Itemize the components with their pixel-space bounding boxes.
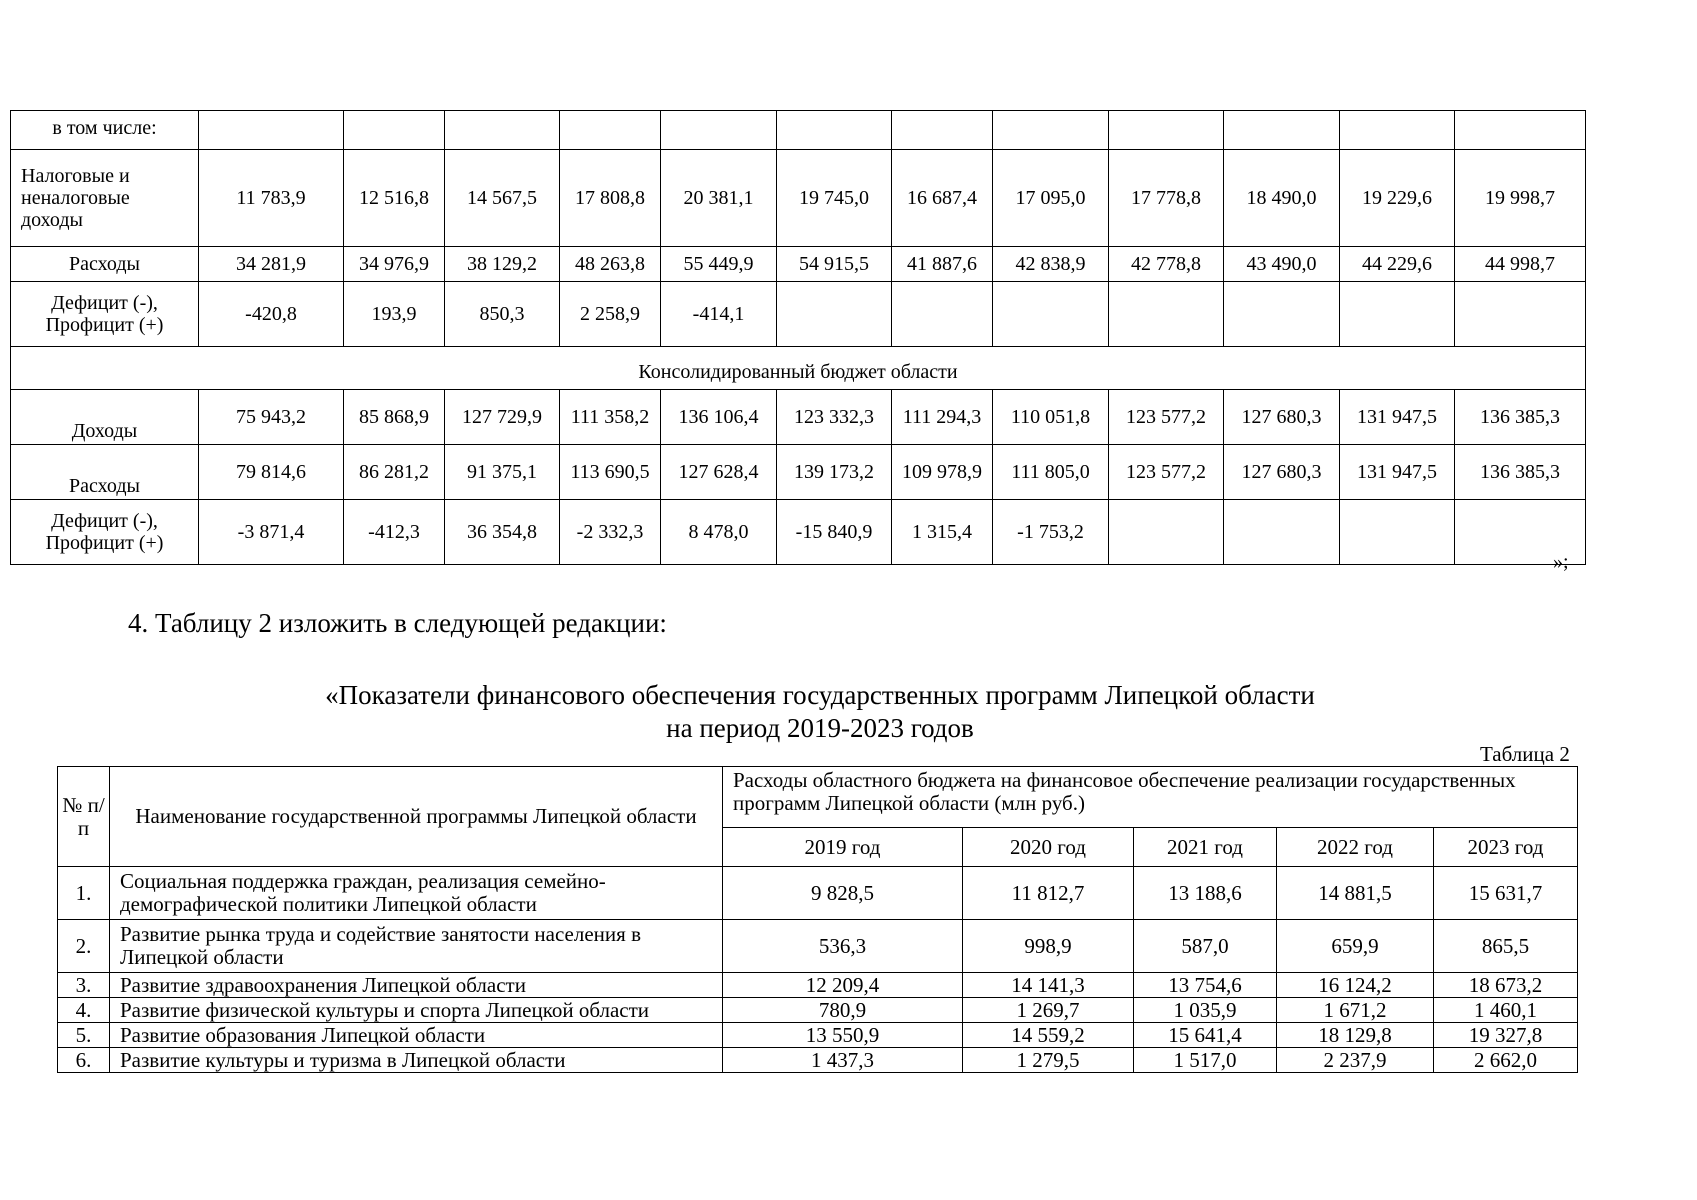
cell-value: 13 754,6 xyxy=(1134,973,1277,998)
table-row xyxy=(58,1023,1578,1048)
cell-value: 11 783,9 xyxy=(199,150,344,247)
cell-value: 48 263,8 xyxy=(560,247,661,282)
cell-value: 8 478,0 xyxy=(661,500,777,565)
cell-value: 16 687,4 xyxy=(892,150,993,247)
table-subtitle: на период 2019-2023 годов xyxy=(666,713,974,743)
cell-value: 75 943,2 xyxy=(199,390,344,445)
program-name: Развитие здравоохранения Липецкой области xyxy=(110,973,723,998)
column-header-year: 2022 год xyxy=(1277,828,1434,867)
cell-value: 123 332,3 xyxy=(777,390,892,445)
row-number: 3. xyxy=(58,973,110,998)
table-row xyxy=(11,150,1586,247)
cell-value xyxy=(1109,500,1224,565)
table-row xyxy=(58,867,1578,920)
row-number: 5. xyxy=(58,1023,110,1048)
cell-value xyxy=(777,282,892,347)
column-header-year: 2021 год xyxy=(1134,828,1277,867)
cell-value: 865,5 xyxy=(1434,920,1578,973)
cell-text: 113 690,5 xyxy=(570,461,650,483)
cell-value: 41 887,6 xyxy=(892,247,993,282)
section-title: Консолидированный бюджет области xyxy=(11,347,1586,390)
cell-value: 1 460,1 xyxy=(1434,998,1578,1023)
row-number: 6. xyxy=(58,1048,110,1073)
cell-value xyxy=(1224,282,1340,347)
cell-value: 1 279,5 xyxy=(963,1048,1134,1073)
cell-value: 131 947,5 xyxy=(1340,390,1455,445)
cell-value: 18 490,0 xyxy=(1224,150,1340,247)
cell-value: 131 947,5 xyxy=(1340,445,1455,500)
table-row xyxy=(11,500,1586,565)
table-number: Таблица 2 xyxy=(1480,742,1570,766)
cell-value xyxy=(1340,282,1455,347)
cell-value xyxy=(1109,282,1224,347)
cell-value: 85 868,9 xyxy=(344,390,445,445)
cell-value: -420,8 xyxy=(199,282,344,347)
cell-value: 123 577,2 xyxy=(1109,445,1224,500)
row-number: 1. xyxy=(58,867,110,920)
cell-value: 1 437,3 xyxy=(723,1048,963,1073)
cell-value: 13 550,9 xyxy=(723,1023,963,1048)
column-header-year: 2020 год xyxy=(963,828,1134,867)
cell-value: 1 035,9 xyxy=(1134,998,1277,1023)
cell-value: 127 628,4 xyxy=(661,445,777,500)
cell-value: 14 141,3 xyxy=(963,973,1134,998)
cell-text: -2 332,3 xyxy=(576,521,644,543)
table-row xyxy=(11,445,1586,500)
cell-value xyxy=(892,390,993,445)
programs-table xyxy=(57,766,1578,1073)
cell-value xyxy=(560,445,661,500)
cell-value: 110 051,8 xyxy=(993,390,1109,445)
cell-value: 536,3 xyxy=(723,920,963,973)
cell-value: 44 229,6 xyxy=(1340,247,1455,282)
cell-value xyxy=(560,500,661,565)
cell-value: 587,0 xyxy=(1134,920,1277,973)
cell-value: 136 385,3 xyxy=(1455,390,1586,445)
cell-value: 34 976,9 xyxy=(344,247,445,282)
cell-value: 127 729,9 xyxy=(445,390,560,445)
cell-value: 19 229,6 xyxy=(1340,150,1455,247)
cell-value: 2 258,9 xyxy=(560,282,661,347)
table-row xyxy=(11,347,1586,390)
program-name: Развитие рынка труда и содействие занятости населения в Липецкой области xyxy=(110,920,723,973)
column-header-group: Расходы областного бюджета на финансовое обеспечение реализации государственных программ Липецкой области (млн руб.) xyxy=(723,767,1578,828)
table-row xyxy=(11,111,1586,150)
table-row xyxy=(58,973,1578,998)
cell-value: 44 998,7 xyxy=(1455,247,1586,282)
cell-value: 998,9 xyxy=(963,920,1134,973)
cell-value: 2 662,0 xyxy=(1434,1048,1578,1073)
cell-value: 79 814,6 xyxy=(199,445,344,500)
program-name: Развитие образования Липецкой области xyxy=(110,1023,723,1048)
cell-value: 127 680,3 xyxy=(1224,445,1340,500)
cell-value: 12 516,8 xyxy=(344,150,445,247)
column-header-year: 2019 год xyxy=(723,828,963,867)
cell-value: 17 808,8 xyxy=(560,150,661,247)
cell-value: 136 106,4 xyxy=(661,390,777,445)
column-header-name: Наименование государственной программы Липецкой области xyxy=(110,767,723,867)
closing-quote: »; xyxy=(1553,551,1569,573)
budget-table xyxy=(10,110,1586,565)
cell-value: 9 828,5 xyxy=(723,867,963,920)
cell-value: 54 915,5 xyxy=(777,247,892,282)
program-name: Развитие культуры и туризма в Липецкой области xyxy=(110,1048,723,1073)
cell-text: 109 978,9 xyxy=(902,461,982,483)
cell-value xyxy=(1455,282,1586,347)
cell-value: 38 129,2 xyxy=(445,247,560,282)
cell-value xyxy=(560,390,661,445)
cell-value: 12 209,4 xyxy=(723,973,963,998)
cell-value: 111 805,0 xyxy=(993,445,1109,500)
row-number: 2. xyxy=(58,920,110,973)
cell-value: 34 281,9 xyxy=(199,247,344,282)
cell-value: 42 838,9 xyxy=(993,247,1109,282)
cell-value xyxy=(1224,500,1340,565)
cell-value xyxy=(993,282,1109,347)
row-label: Расходы xyxy=(11,445,199,500)
cell-value: 17 778,8 xyxy=(1109,150,1224,247)
table-row xyxy=(11,390,1586,445)
cell-value xyxy=(892,282,993,347)
row-label: в том числе: xyxy=(11,111,199,150)
cell-value: 55 449,9 xyxy=(661,247,777,282)
cell-value: 19 327,8 xyxy=(1434,1023,1578,1048)
cell-value: 659,9 xyxy=(1277,920,1434,973)
amendment-paragraph: 4. Таблицу 2 изложить в следующей редакции: xyxy=(128,608,667,638)
program-name: Социальная поддержка граждан, реализация семейно-демографической политики Липецкой области xyxy=(110,867,723,920)
row-label: Доходы xyxy=(11,390,199,445)
cell-value: -414,1 xyxy=(661,282,777,347)
cell-value: 15 641,4 xyxy=(1134,1023,1277,1048)
cell-value: 43 490,0 xyxy=(1224,247,1340,282)
cell-value xyxy=(1340,500,1455,565)
cell-value: 1 269,7 xyxy=(963,998,1134,1023)
cell-text: 111 294,3 xyxy=(902,406,982,428)
cell-value: -412,3 xyxy=(344,500,445,565)
cell-value: -1 753,2 xyxy=(993,500,1109,565)
cell-value: 1 671,2 xyxy=(1277,998,1434,1023)
column-header-year: 2023 год xyxy=(1434,828,1578,867)
cell-value: 1 315,4 xyxy=(892,500,993,565)
cell-value: -15 840,9 xyxy=(777,500,892,565)
cell-value: 18 673,2 xyxy=(1434,973,1578,998)
cell-value: 19 745,0 xyxy=(777,150,892,247)
cell-value: 193,9 xyxy=(344,282,445,347)
cell-value: 139 173,2 xyxy=(777,445,892,500)
table-title: «Показатели финансового обеспечения государственных программ Липецкой области xyxy=(325,680,1315,710)
cell-value: 136 385,3 xyxy=(1455,445,1586,500)
cell-value: 15 631,7 xyxy=(1434,867,1578,920)
cell-value: 14 567,5 xyxy=(445,150,560,247)
cell-value: 1 517,0 xyxy=(1134,1048,1277,1073)
cell-value: 123 577,2 xyxy=(1109,390,1224,445)
cell-value: 13 188,6 xyxy=(1134,867,1277,920)
row-label: Налоговые и неналоговые доходы xyxy=(11,150,199,247)
cell-value: 18 129,8 xyxy=(1277,1023,1434,1048)
cell-value: 14 559,2 xyxy=(963,1023,1134,1048)
program-name: Развитие физической культуры и спорта Липецкой области xyxy=(110,998,723,1023)
table-row xyxy=(11,247,1586,282)
cell-value: 36 354,8 xyxy=(445,500,560,565)
row-label: Расходы xyxy=(11,247,199,282)
cell-value: 20 381,1 xyxy=(661,150,777,247)
cell-text: 111 358,2 xyxy=(570,406,650,428)
cell-value: 11 812,7 xyxy=(963,867,1134,920)
cell-value: 17 095,0 xyxy=(993,150,1109,247)
row-number: 4. xyxy=(58,998,110,1023)
table-row xyxy=(11,282,1586,347)
cell-value xyxy=(892,445,993,500)
cell-value: -3 871,4 xyxy=(199,500,344,565)
row-label: Дефицит (-), Профицит (+) xyxy=(11,282,199,347)
cell-value: 14 881,5 xyxy=(1277,867,1434,920)
table-row xyxy=(58,1048,1578,1073)
table-row xyxy=(58,920,1578,973)
cell-value: 91 375,1 xyxy=(445,445,560,500)
cell-value: 2 237,9 xyxy=(1277,1048,1434,1073)
cell-value: 127 680,3 xyxy=(1224,390,1340,445)
cell-value: 42 778,8 xyxy=(1109,247,1224,282)
cell-value: 86 281,2 xyxy=(344,445,445,500)
cell-value: 780,9 xyxy=(723,998,963,1023)
row-label: Дефицит (-), Профицит (+) xyxy=(11,500,199,565)
cell-value: 850,3 xyxy=(445,282,560,347)
column-header-no: № п/п xyxy=(58,767,110,867)
cell-value: 19 998,7 xyxy=(1455,150,1586,247)
header-row xyxy=(58,767,1578,828)
table-row xyxy=(58,998,1578,1023)
cell-value: 16 124,2 xyxy=(1277,973,1434,998)
